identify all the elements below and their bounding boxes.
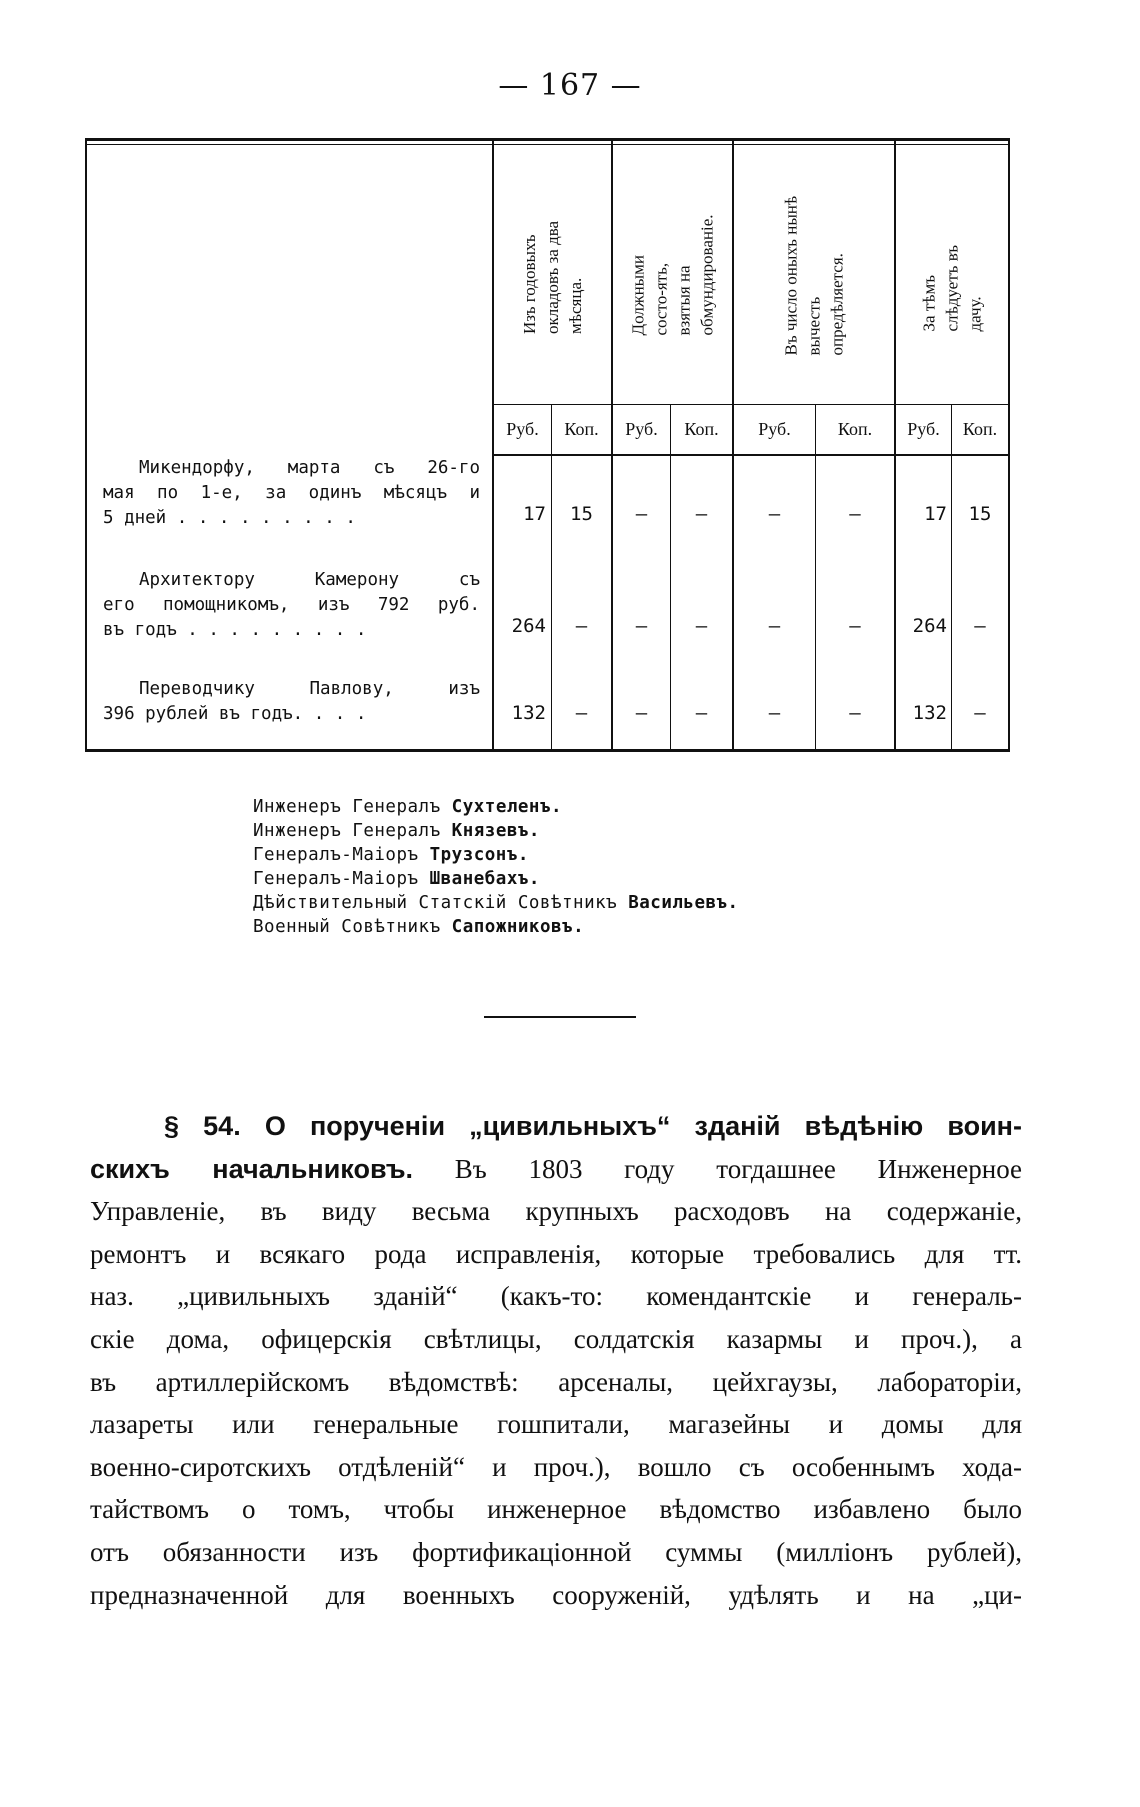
unit-kop-1: Коп. (564, 419, 599, 439)
row-2-cell: — (768, 615, 781, 637)
paragraph-line: предназначенной для военныхъ сооруженій, удѣлять и на „ци- (90, 1579, 1022, 1610)
paragraph-line: § 54. О порученіи „цивильныхъ“ зданій вѣдѣнію воин- (164, 1111, 1022, 1141)
signatures-block (253, 795, 739, 939)
signature-line: Дѣйствительный Статскій Совѣтникъ Васильевъ. (253, 893, 739, 913)
table-top-rule-inner (85, 144, 1010, 145)
row-2-cell: — (695, 615, 708, 637)
unit-rub-2: Руб. (625, 419, 658, 439)
row-1-description: Микендорфу, марта съ 26-го мая по 1-е, за одинъ мѣсяцъ и 5 дней . . . . . . . . . (103, 458, 480, 528)
row-1-cell: 17 (924, 503, 947, 525)
row-1-cell: — (768, 503, 781, 525)
row-1-cell: — (849, 503, 861, 525)
row-1-cell: — (635, 503, 648, 525)
paragraph-line: военно-сиротскихъ отдѣленій“ и проч.), вошло съ особеннымъ хода- (90, 1451, 1022, 1482)
units-bottom-rule (492, 454, 1008, 456)
paragraph-line: тайствомъ о томъ, чтобы инженерное вѣдомство избавлено было (90, 1494, 1022, 1525)
row-3-description: Переводчику Павлову, изъ 396 рублей въ годъ. . . . (103, 679, 480, 724)
paragraph-line: ремонтъ и всякаго рода исправленія, которые требовались для тт. (90, 1238, 1022, 1269)
col-header-1: Изъ годовыхъ окладовъ за два мѣсяца. (520, 220, 585, 334)
col-rule-8 (951, 404, 952, 750)
row-2-cell: 264 (912, 615, 947, 637)
signature-line: Генералъ-Маіоръ Шванебахъ. (253, 869, 540, 889)
col-header-3: Въ число оныхъ нынѣ вычесть опредѣляется. (781, 195, 847, 355)
unit-rub-3: Руб. (758, 419, 791, 439)
paragraph-line: скіе дома, офицерскія свѣтлицы, солдатскія казармы и проч.), а (90, 1323, 1022, 1354)
row-2-cell: — (635, 615, 648, 637)
col-header-2: Должными состо-ять, взятыя на обмундированіе. (628, 214, 717, 336)
table-top-rule (85, 138, 1010, 141)
signature-line: Инженеръ Генералъ Князевъ. (253, 821, 540, 841)
paragraph-line: скихъ начальниковъ. Въ 1803 году тогдашнее Инженерное (90, 1153, 1023, 1184)
col-rule-2 (551, 404, 552, 750)
signature-line: Генералъ-Маіоръ Трузсонъ. (253, 845, 529, 865)
paragraph-line: лазареты или генеральные гошпитали, магазейны и домы для (90, 1409, 1022, 1440)
row-3-cell: — (635, 702, 648, 724)
page-number: — 167 — (498, 68, 642, 103)
row-3-cell: — (849, 702, 861, 724)
row-3-cell: — (974, 702, 986, 724)
row-2-cell: — (974, 615, 986, 637)
row-1-cell: 17 (523, 503, 546, 525)
table-bottom-rule (85, 749, 1010, 752)
signature-line: Инженеръ Генералъ Сухтеленъ. (253, 797, 563, 817)
paragraph-line: Управленіе, въ виду весьма крупныхъ расходовъ на содержаніе, (90, 1196, 1022, 1227)
unit-kop-2: Коп. (684, 419, 719, 439)
col-rule-4 (670, 404, 671, 750)
table-left-rule (85, 138, 87, 752)
signature-line: Военный Совѣтникъ Сапожниковъ. (253, 917, 585, 937)
payment-table (95, 152, 1015, 759)
col-header-4: За тѣмъ слѣдуетъ въ дачу. (919, 244, 985, 331)
table-right-rule (1008, 138, 1010, 752)
unit-rub-1: Руб. (506, 419, 539, 439)
col-rule-6 (815, 404, 816, 750)
row-1-cell: 15 (570, 503, 593, 525)
row-3-cell: — (695, 702, 708, 724)
unit-rub-4: Руб. (907, 419, 940, 439)
row-3-cell: — (768, 702, 781, 724)
unit-kop-3: Коп. (837, 419, 873, 439)
paragraph-line: наз. „цивильныхъ зданій“ (какъ-то: комендантскіе и генераль- (90, 1281, 1022, 1312)
row-2-cell: 264 (511, 615, 546, 637)
section-separator (484, 1016, 636, 1018)
row-3-cell: 132 (912, 702, 947, 724)
row-1-cell: 15 (968, 503, 992, 525)
section-54-paragraph (90, 1105, 1022, 1616)
row-2-cell: — (849, 615, 861, 637)
row-2-cell: — (575, 615, 588, 637)
row-2-description: Архитектору Камерону съ его помощникомъ, изъ 792 руб. въ годъ . . . . . . . . . (103, 570, 480, 640)
row-3-cell: 132 (511, 702, 546, 724)
paragraph-line: отъ обязанности изъ фортификаціонной суммы (милліонъ рублей), (90, 1536, 1022, 1567)
unit-kop-4: Коп. (962, 419, 998, 439)
row-1-cell: — (695, 503, 708, 525)
paragraph-line: въ артиллерійскомъ вѣдомствѣ: арсеналы, цейхгаузы, лабораторіи, (90, 1366, 1022, 1397)
row-3-cell: — (575, 702, 588, 724)
